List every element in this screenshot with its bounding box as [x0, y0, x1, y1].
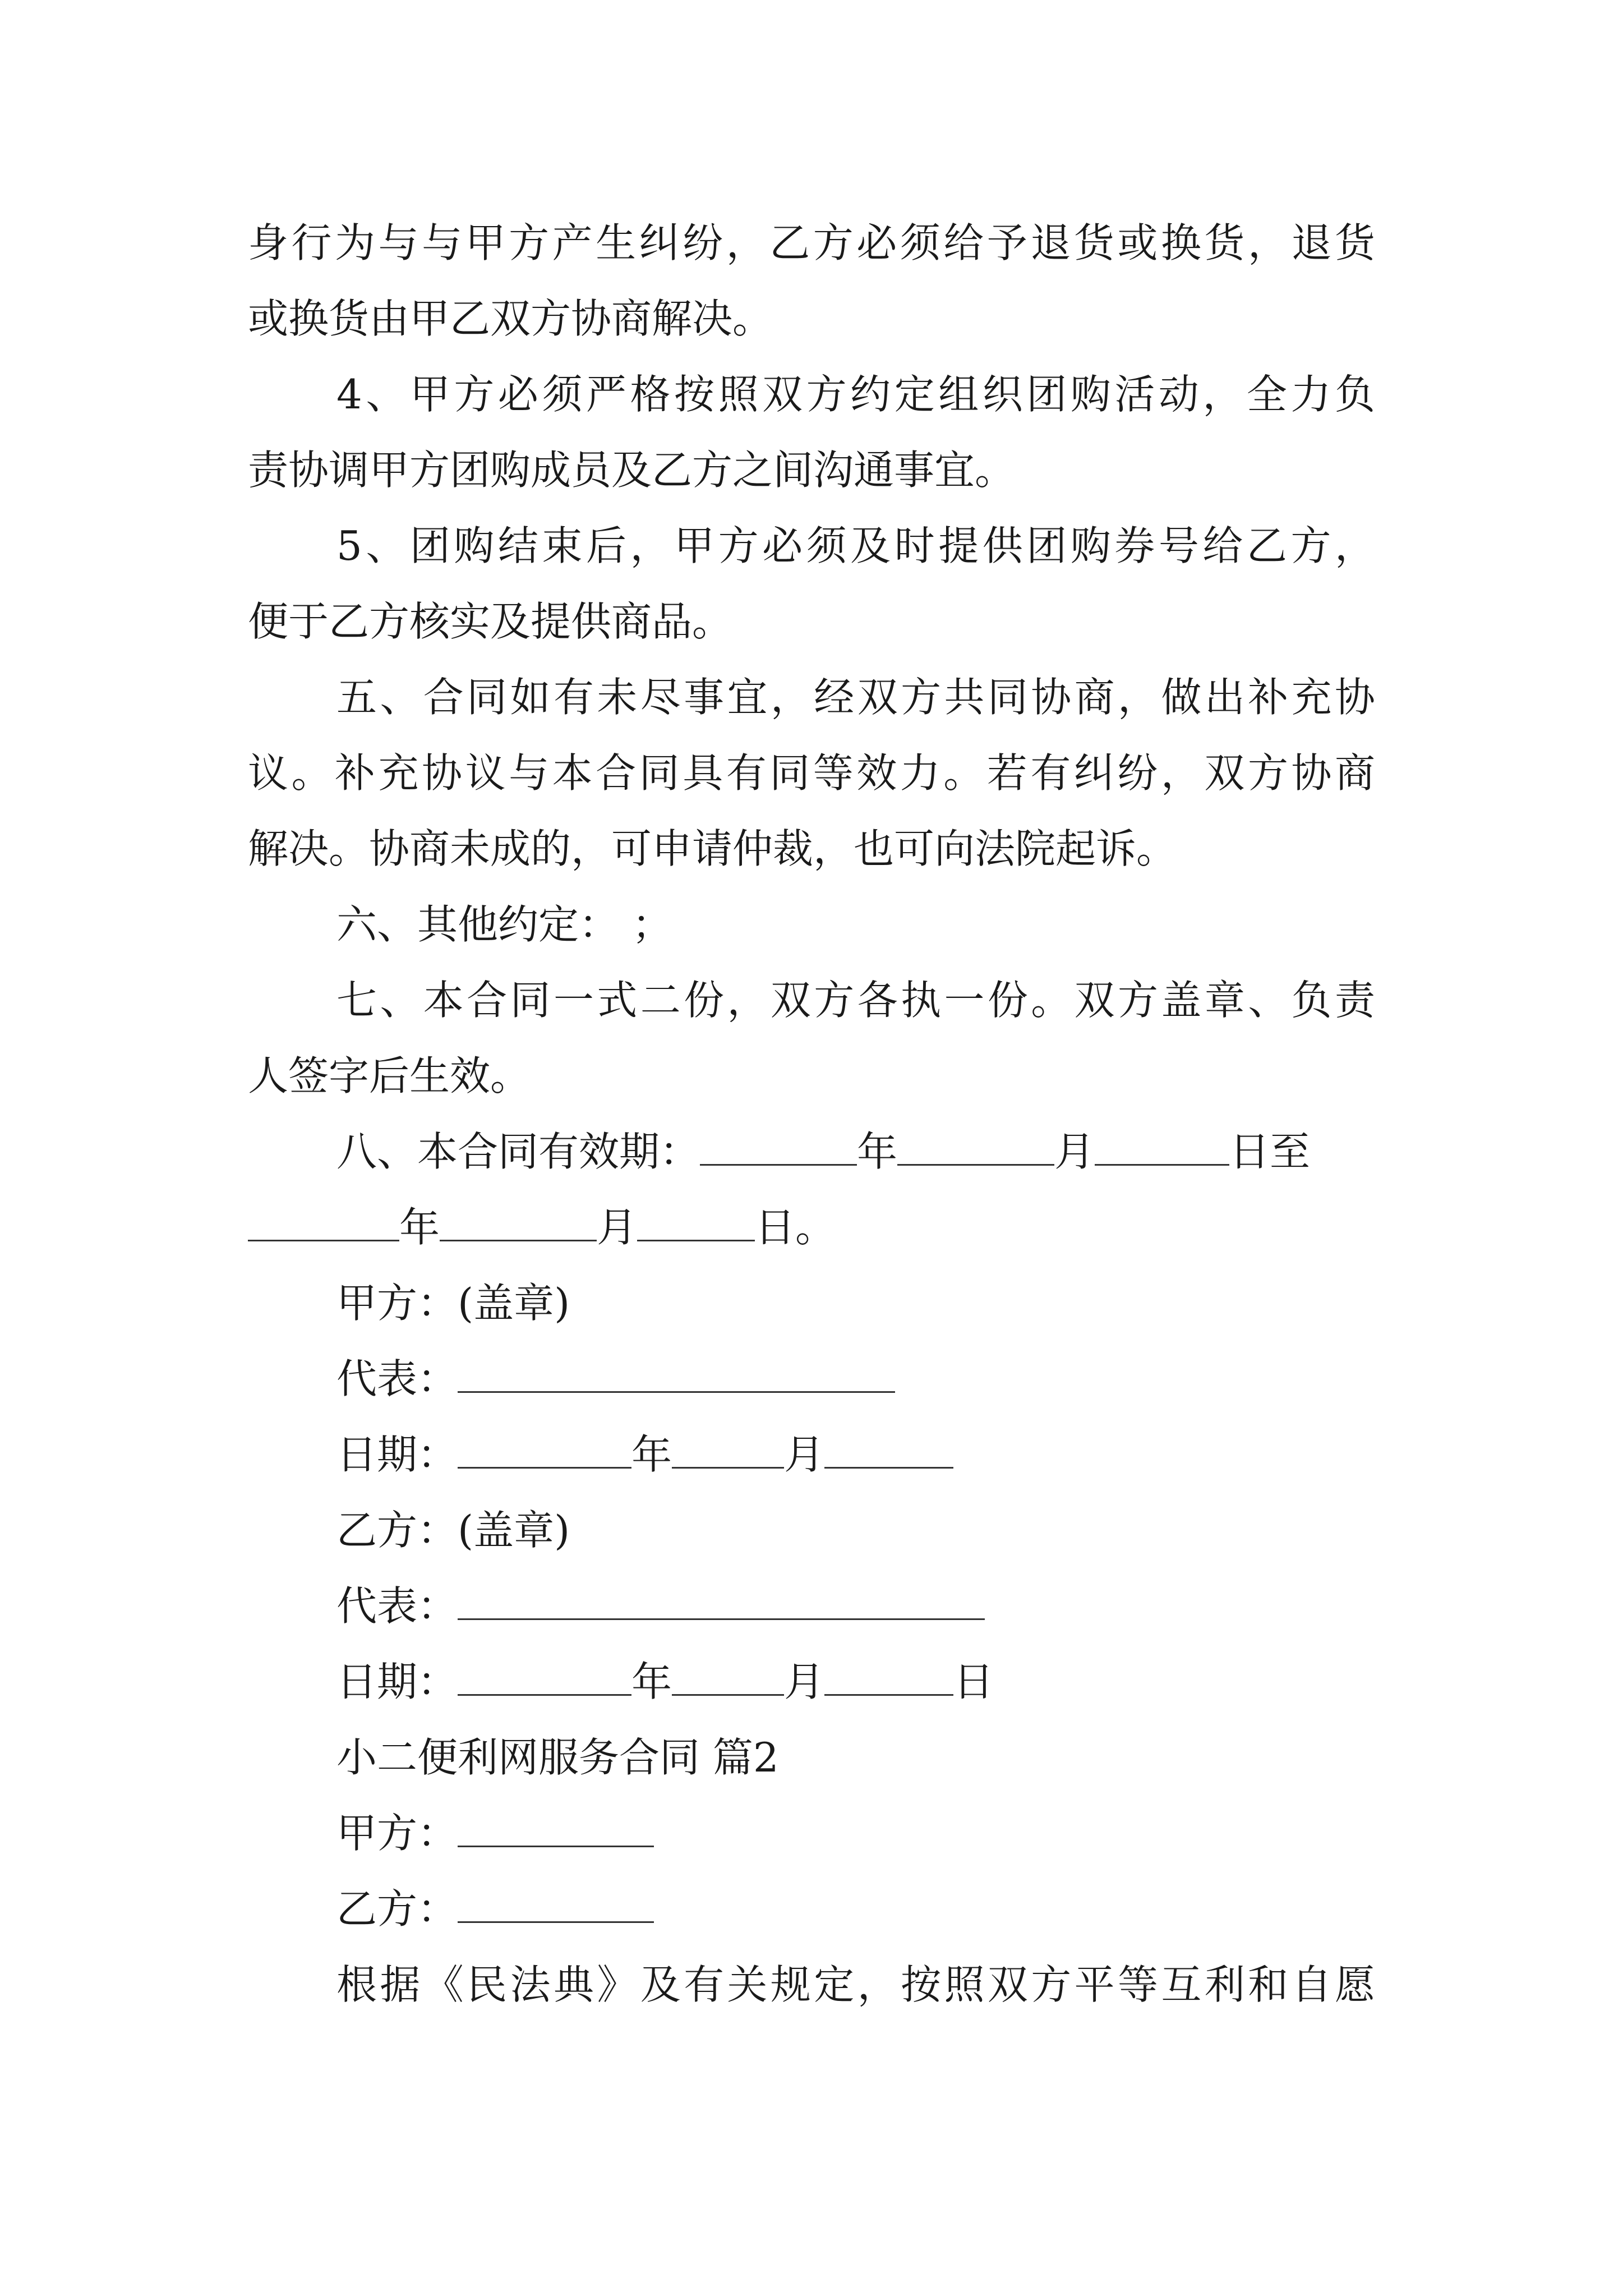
paragraph-line: 七、本合同一式二份，双方各执一份。双方盖章、负责: [336, 977, 1375, 1024]
year-label: 年: [399, 1204, 440, 1251]
month-label: 月: [597, 1204, 638, 1251]
party-b-blank: [458, 1888, 654, 1923]
party-a-title: 甲方：(盖章): [336, 1280, 570, 1327]
date-label: 日期：: [336, 1431, 458, 1478]
blank-month: [672, 1660, 784, 1696]
paragraph-line: 解决。协商未成的，可申请仲裁，也可向法院起诉。: [248, 825, 1177, 872]
party-a-blank: [458, 1812, 654, 1847]
year-label: 年: [857, 1128, 898, 1175]
paragraph-line: 六、其他约定： ；: [336, 901, 672, 948]
paragraph-line: 五、合同如有未尽事宜，经双方共同协商，做出补充协: [336, 674, 1375, 721]
rep-label: 代表：: [336, 1355, 458, 1402]
section2-party-a-line: [336, 1808, 654, 1858]
day-end-label: 日。: [755, 1204, 836, 1251]
paragraph-line: 人签字后生效。: [248, 1052, 531, 1099]
section2-party-b-line: [336, 1884, 654, 1934]
month-label: 月: [1054, 1128, 1095, 1175]
blank-year-end: [248, 1206, 399, 1241]
blank-month-start: [897, 1130, 1054, 1166]
blank-day-end: [637, 1206, 755, 1241]
party-a-rep-blank: [458, 1358, 895, 1393]
blank-month: [672, 1433, 784, 1469]
blank-day: [824, 1660, 953, 1696]
blank-month-end: [440, 1206, 597, 1241]
day-label: 日: [953, 1658, 994, 1705]
validity-line-1: [336, 1126, 1310, 1177]
year-label: 年: [631, 1658, 672, 1705]
party-a-label: 甲方：: [336, 1810, 458, 1857]
blank-day-start: [1095, 1130, 1229, 1166]
paragraph-line: 议。补充协议与本合同具有同等效力。若有纠纷，双方协商: [248, 749, 1375, 797]
party-b-title: 乙方：(盖章): [336, 1507, 570, 1554]
date-label: 日期：: [336, 1658, 458, 1705]
paragraph-line: 或换货由甲乙双方协商解决。: [248, 295, 773, 342]
blank-day: [824, 1433, 953, 1469]
party-b-rep-blank: [458, 1585, 985, 1620]
paragraph-line: 身行为与与甲方产生纠纷，乙方必须给予退货或换货，退货: [248, 219, 1375, 266]
paragraph-line: 根据《民法典》及有关规定，按照双方平等互利和自愿: [336, 1961, 1375, 2008]
section-heading: 小二便利网服务合同 篇2: [336, 1734, 779, 1781]
paragraph-line: 5、团购结束后，甲方必须及时提供团购券号给乙方，: [336, 522, 1375, 569]
party-b-label: 乙方：: [336, 1885, 458, 1932]
blank-year: [458, 1660, 631, 1696]
month-label: 月: [784, 1431, 825, 1478]
paragraph-line: 责协调甲方团购成员及乙方之间沟通事宜。: [248, 447, 1016, 494]
blank-year-start: [700, 1130, 857, 1166]
party-a-rep-line: [336, 1354, 895, 1404]
paragraph-line: 便于乙方核实及提供商品。: [248, 598, 733, 645]
month-label: 月: [784, 1658, 825, 1705]
party-a-date-line: [336, 1429, 953, 1480]
validity-label: 八、本合同有效期：: [336, 1128, 700, 1175]
blank-year: [458, 1433, 631, 1469]
validity-line-2: [248, 1202, 1375, 1253]
party-b-rep-line: [336, 1581, 985, 1631]
rep-label: 代表：: [336, 1582, 458, 1630]
year-label: 年: [631, 1431, 672, 1478]
paragraph-line: 4、甲方必须严格按照双方约定组织团购活动，全力负: [336, 371, 1375, 418]
day-to-label: 日至: [1229, 1128, 1311, 1175]
party-b-date-line: [336, 1657, 994, 1707]
